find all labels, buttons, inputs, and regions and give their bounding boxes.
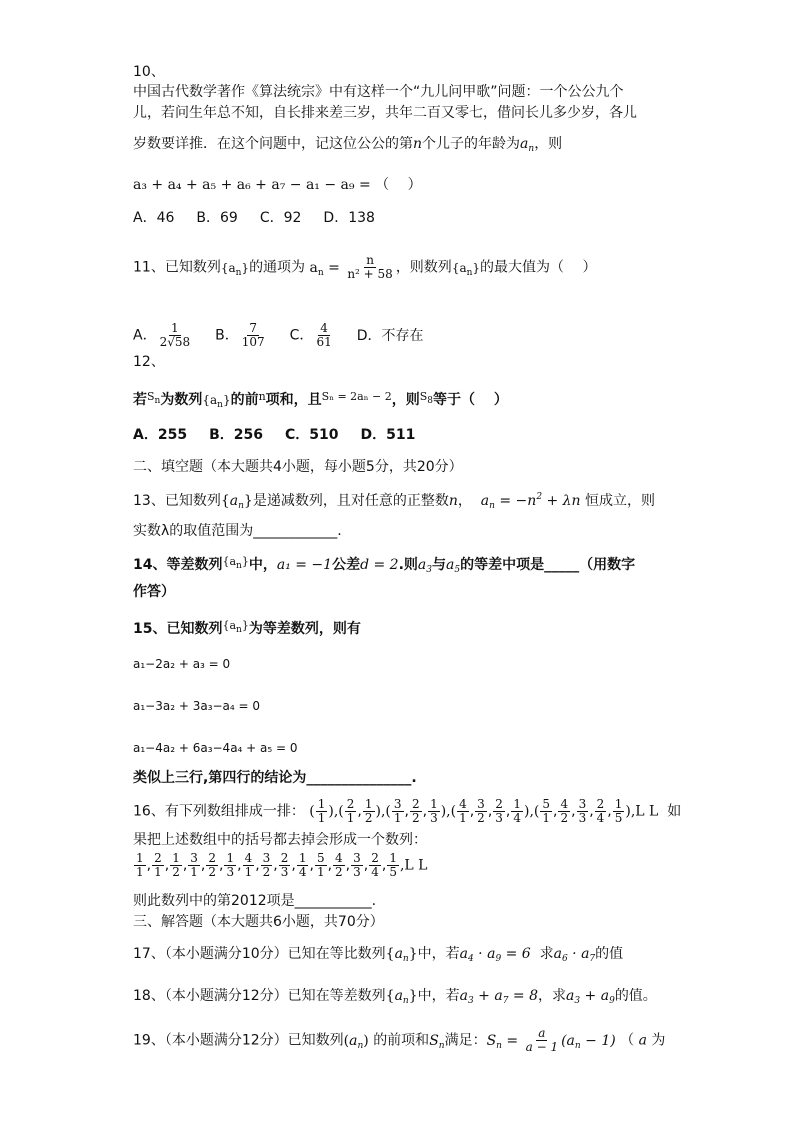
q15-row2: a₁−3a₂ + 3a₃−a₄ = 0 (133, 699, 261, 713)
q18-stem: 18、（本小题满分12分）已知在等差数列$\{a_n\}$中，若$a_3 + a_7 = 8$，求$a_3 + a_9$的值。 (133, 988, 657, 1006)
q12-option-d[interactable]: D．511 (360, 427, 416, 443)
section-3-heading: 三、解答题（本大题共6小题，共70分） (133, 914, 384, 930)
q10-line3: 岁数要详推．在这个问题中，记这位公公的第n个儿子的年龄为$a_n$，则 (133, 136, 563, 154)
q10-line2: 儿，若问生年总不知，自长排来差三岁，共年二百又零七，借问长儿多少岁，各儿 (133, 105, 637, 121)
q11-formula: $\frac{n}{\text{n² + 58}}$ (347, 253, 393, 281)
q14-line2: 作答） (133, 584, 175, 600)
q15-row3: a₁−4a₂ + 6a₃−4a₄ + a₅ = 0 (133, 741, 298, 755)
q15-row1: a₁−2a₂ + a₃ = 0 (133, 657, 231, 671)
q13-line1: 13、已知数列$\{a_n\}$是递减数列，且对任意的正整数n， $a_n = -n^2 + \lambda n$ 恒成立，则 (133, 492, 656, 511)
section-2-heading: 二、填空题（本大题共4小题，每小题5分，共20分） (133, 459, 463, 475)
q11-stem: 11、已知数列$\{a_n\}$的通项为 $a_n$ = $\frac{n}{\text{n² + 58}}$ ，则数列$\{a_n\}$的最大值为（ ） (133, 253, 597, 281)
q12-options (133, 425, 437, 445)
q11-option-c[interactable]: C． $\frac{4}{61}$ (289, 321, 332, 349)
q12-stem: 若$^{S_n}$为数列$\{a_n\}$的前$^n$项和，且$^{S_n = 2a_n - 2}$，则$^{S_8}$等于（ ） (133, 390, 508, 410)
q17-stem: 17、（本小题满分10分）已知在等比数列$\{a_n\}$中，若$a_4 \cdot a_9 = 6$ 求$a_6 \cdot a_7$的值 (133, 946, 624, 964)
q14-line1: 14、等差数列$^{\{a_n\}}$中，a₁ = −1公差d = 2.则$a_3$与$a_5$的等差中项是_____（用数字 (133, 555, 636, 575)
q16-line4: 则此数列中的第2012项是___________. (133, 893, 377, 909)
q10-line1: 中国古代数学著作《算法统宗》中有这样一个“九儿问甲歌”问题：一个公公九个 (133, 84, 624, 100)
q11-options (133, 322, 446, 349)
q10-option-b[interactable]: B．69 (196, 210, 238, 226)
q12-option-b[interactable]: B．256 (209, 427, 263, 443)
q15-stem: 15、已知数列$^{\{a_n\}}$为等差数列，则有 (133, 619, 361, 637)
q10-option-d[interactable]: D．138 (323, 210, 375, 226)
q12-number: 12、 (133, 354, 165, 370)
q11-option-d[interactable]: D．不存在 (356, 327, 424, 344)
q12-option-c[interactable]: C．510 (284, 427, 339, 443)
q10-option-c[interactable]: C．92 (259, 210, 302, 226)
q16-line2: 果把上述数组中的括号都去掉会形成一个数列： (133, 832, 427, 848)
q12-option-a[interactable]: A．255 (133, 427, 188, 443)
q10-number: 10、 (133, 64, 165, 80)
q10-expression: a₃ + a₄ + a₅ + a₆ + a₇ − a₁ − a₉ = （ ） (133, 177, 422, 193)
q10-options (133, 208, 397, 228)
q11-option-b[interactable]: B． $\frac{7}{107}$ (215, 321, 265, 349)
q10-option-a[interactable]: A．46 (133, 210, 175, 226)
q15-conclusion: 类似上三行,第四行的结论为_______________. (133, 770, 417, 786)
q16-sequence: $\frac{1}{1}$ , $\frac{2}{1}$ , $\frac{1}{2}$ , $\frac{3}{1}$ , $\frac{2}{2}$ , $\frac{1}{3}$ , $\frac{4}{1}$ , $\frac{3}{2}$ , $\frac{2}{3}$ , $\frac{1}{4}$ , $\frac{5}{1}$ , $\frac{4}{2}$ , $\frac{3}{3}$ , $\frac{2}{4}$ , $\frac{1}{5}$ ,L L (136, 851, 428, 879)
q11-option-a[interactable]: A． $\frac{1}{2√58}$ (133, 321, 191, 349)
q13-line2: 实数λ的取值范围为____________. (133, 523, 342, 539)
q19-stem: 19、（本小题满分12分）已知数列$(a_n)$ 的前项和$S_n$满足：$S_n$ = $\frac{a}{a - 1}$ $(a_n - 1)$ （ a 为 (133, 1026, 666, 1054)
q16-line1: 16、有下列数组排成一排： ( $\frac{1}{1}$ ),( $\frac{2}{1}$ , $\frac{1}{2}$ ),( $\frac{3}{1}$ , $\frac{2}{2}$ , $\frac{1}{3}$ ),( $\frac{4}{1}$ , $\frac{3}{2}$ , $\frac{2}{3}$ , $\frac{1}{4}$ ),( $\frac{5}{1}$ , $\frac{4}{2}$ , $\frac{3}{3}$ , $\frac{2}{4}$ , $\frac{1}{5}$ ),L L 如 (133, 797, 682, 825)
